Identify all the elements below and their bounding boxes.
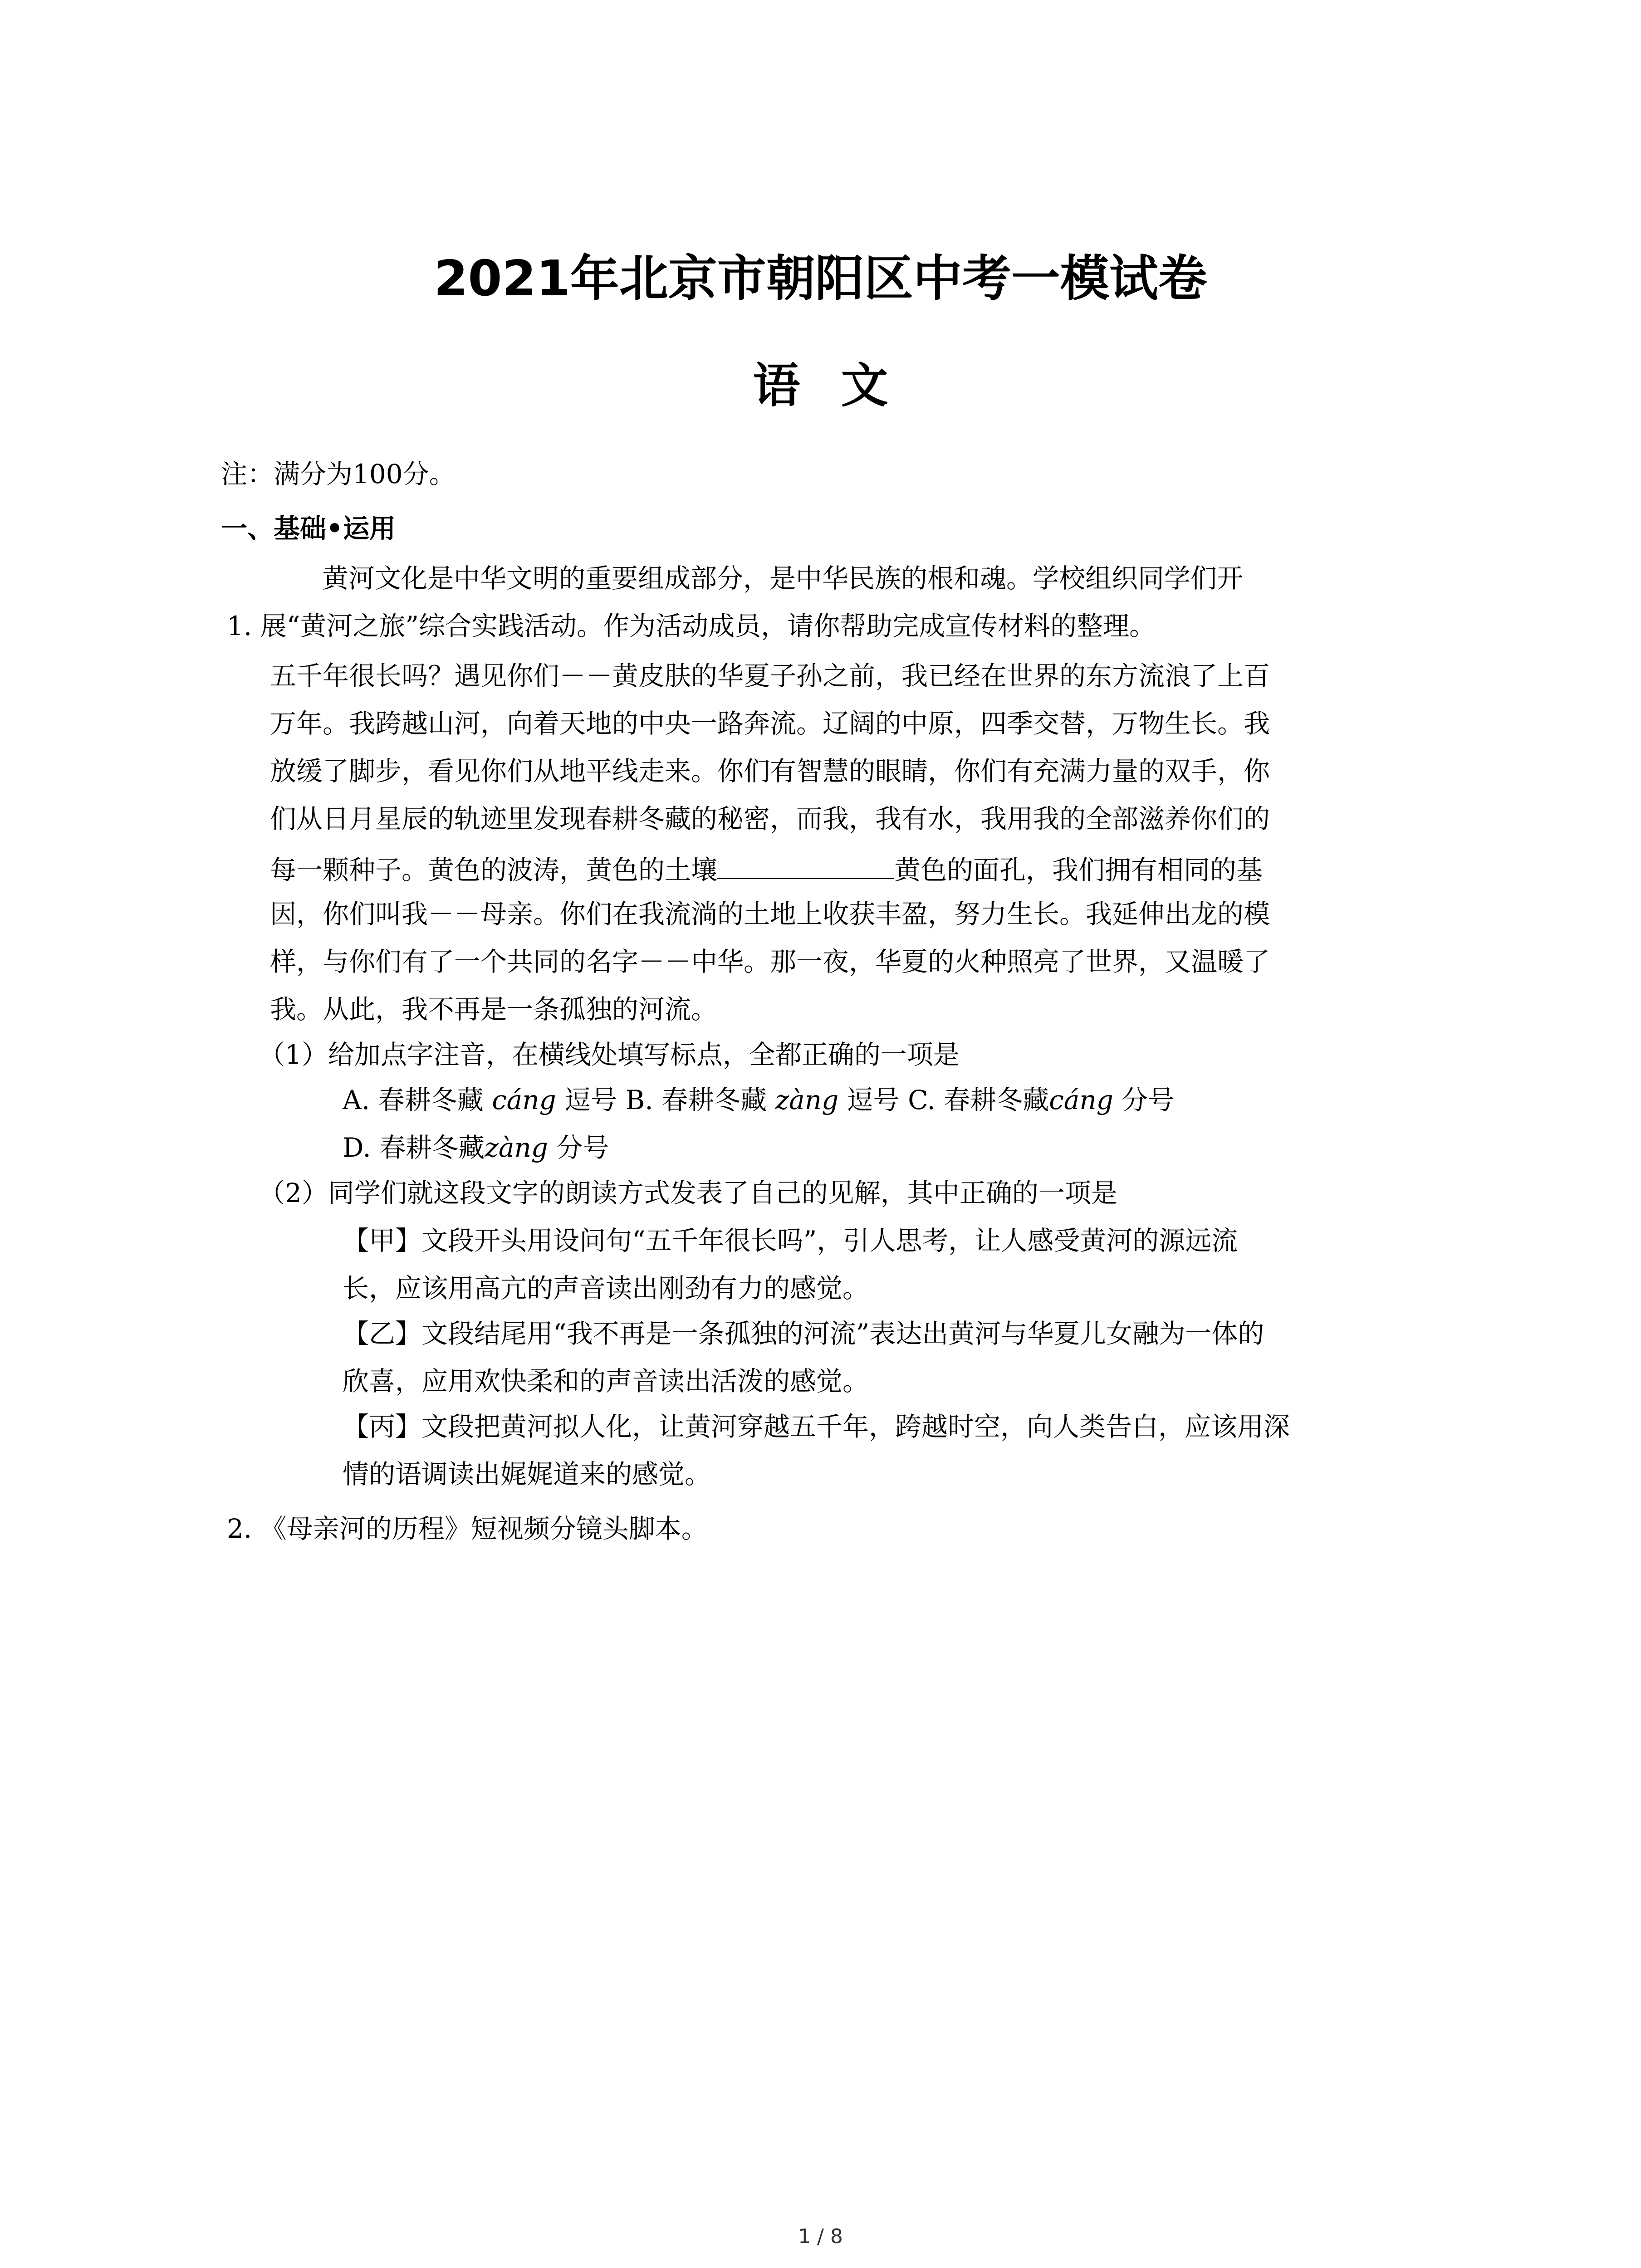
passage-line-5 (270, 850, 1263, 888)
passage-line-5-end: 黄色的面孔，我们拥有相同的基 (894, 855, 1263, 885)
question-1-options-abc (343, 1082, 1174, 1118)
passage-line-8: 我。从此，我不再是一条孤独的河流。 (270, 994, 718, 1025)
section-heading: 一、基础•运用 (221, 513, 396, 544)
question-2-stem: （2）同学们就这段文字的朗读方式发表了自己的见解，其中正确的一项是 (259, 1178, 1117, 1208)
passage-line-5-start: 每一颗种子。黄色的波涛，黄色的土壤 (270, 855, 718, 885)
passage-line-4: 们从日月星辰的轨迹里发现春耕冬藏的秘密，而我，我有水，我用我的全部滋养你们的 (270, 803, 1270, 834)
option-d-label: D. 春耕冬藏 (343, 1132, 485, 1163)
option-a-punct: 逗号 (564, 1085, 617, 1115)
option-c-pinyin: cáng (1049, 1085, 1113, 1115)
passage-line-1: 五千年很长吗？遇见你们－－黄皮肤的华夏子孙之前，我已经在世界的东方流浪了上百 (270, 660, 1270, 691)
statement-bing-line-1: 【丙】文段把黄河拟人化，让黄河穿越五千年，跨越时空，向人类告白，应该用深 (343, 1411, 1290, 1442)
statement-jia-line-2: 长，应该用高亢的声音读出刚劲有力的感觉。 (343, 1273, 869, 1304)
passage-line-6: 因，你们叫我－－母亲。你们在我流淌的土地上收获丰盈，努力生长。我延伸出龙的模 (270, 899, 1270, 929)
page-number: 1 / 8 (798, 2225, 843, 2248)
passage-line-3: 放缓了脚步，看见你们从地平线走来。你们有智慧的眼睛，你们有充满力量的双手，你 (270, 756, 1270, 787)
option-a-label: A. 春耕冬藏 (343, 1085, 484, 1115)
passage-line-7: 样，与你们有了一个共同的名字－－中华。那一夜，华夏的火种照亮了世界，又温暖了 (270, 946, 1270, 977)
option-b-punct: 逗号 (847, 1085, 900, 1115)
intro-line-2: 1. 展“黄河之旅”综合实践活动。作为活动成员，请你帮助完成宣传材料的整理。 (227, 611, 1156, 641)
question-2-heading: 2. 《母亲河的历程》短视频分镜头脚本。 (227, 1513, 708, 1544)
option-b-pinyin: zàng (775, 1085, 839, 1115)
option-c-punct: 分号 (1122, 1085, 1175, 1115)
option-a-pinyin: cáng (492, 1085, 556, 1115)
option-d-pinyin: zàng (485, 1132, 548, 1163)
subject-heading: 语文 (753, 358, 929, 413)
statement-jia-line-1: 【甲】文段开头用设问句“五千年很长吗”，引人思考，让人感受黄河的源远流 (343, 1225, 1238, 1256)
fill-blank (717, 850, 894, 879)
question-1-stem: （1）给加点字注音，在横线处填写标点，全都正确的一项是 (259, 1039, 960, 1070)
score-note: 注：满分为100分。 (221, 459, 456, 489)
option-b-label: B. 春耕冬藏 (625, 1085, 767, 1115)
statement-bing-line-2: 情的语调读出娓娓道来的感觉。 (343, 1459, 711, 1490)
option-d-punct: 分号 (556, 1132, 609, 1163)
statement-yi-line-2: 欣喜，应用欢快柔和的声音读出活泼的感觉。 (343, 1366, 869, 1397)
page-title: 2021年北京市朝阳区中考一模试卷 (434, 250, 1207, 307)
option-c-label: C. 春耕冬藏 (908, 1085, 1049, 1115)
question-1-option-d (343, 1129, 609, 1166)
statement-yi-line-1: 【乙】文段结尾用“我不再是一条孤独的河流”表达出黄河与华夏儿女融为一体的 (343, 1318, 1264, 1349)
passage-line-2: 万年。我跨越山河，向着天地的中央一路奔流。辽阔的中原，四季交替，万物生长。我 (270, 708, 1270, 739)
intro-line-1: 黄河文化是中华文明的重要组成部分，是中华民族的根和魂。学校组织同学们开 (322, 563, 1244, 594)
